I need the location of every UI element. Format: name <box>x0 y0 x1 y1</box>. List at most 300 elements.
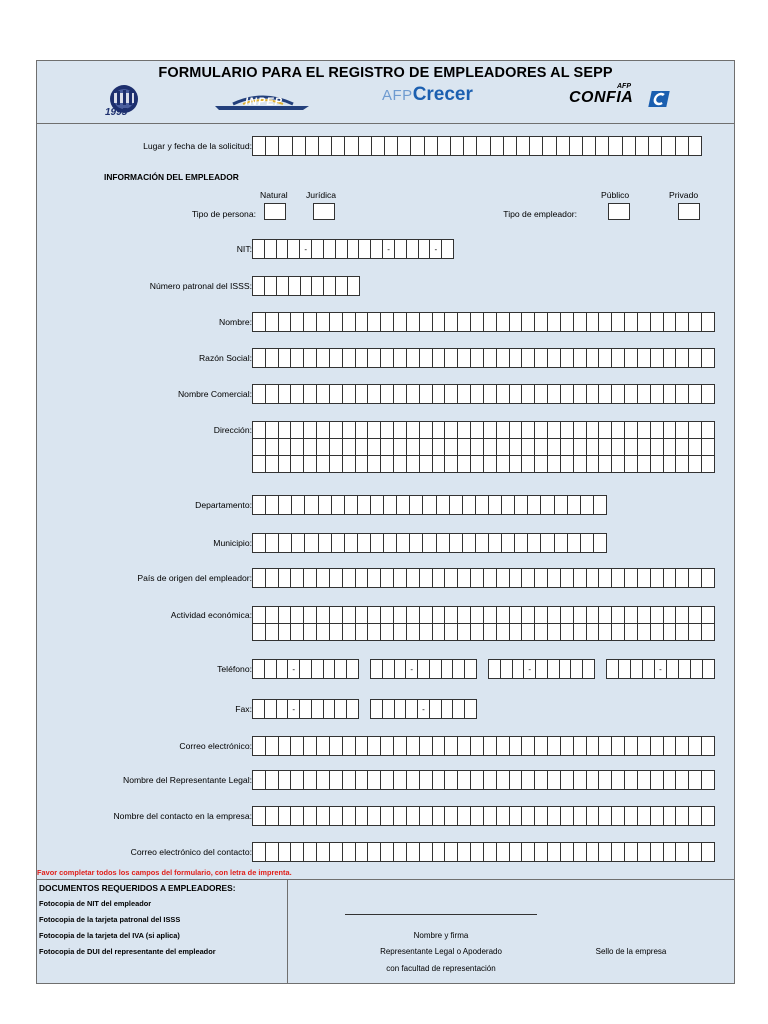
char-cell[interactable] <box>300 700 312 718</box>
char-cell[interactable] <box>471 349 484 367</box>
char-cell[interactable] <box>651 313 664 331</box>
char-cell[interactable] <box>383 700 395 718</box>
dash-cell[interactable]: - <box>383 240 395 258</box>
checkbox-privado[interactable] <box>678 203 700 220</box>
char-cell[interactable] <box>522 422 535 438</box>
char-cell[interactable] <box>317 737 330 755</box>
char-cell[interactable] <box>651 385 664 403</box>
char-cell[interactable] <box>433 439 446 455</box>
char-cell[interactable] <box>291 771 304 789</box>
char-cell[interactable] <box>451 137 464 155</box>
char-cell[interactable] <box>319 137 332 155</box>
char-cell[interactable] <box>253 700 265 718</box>
char-cell[interactable] <box>574 422 587 438</box>
char-cell[interactable] <box>293 137 306 155</box>
char-cell[interactable] <box>356 771 369 789</box>
char-cell[interactable] <box>625 607 638 623</box>
char-cell[interactable] <box>497 569 510 587</box>
char-cell[interactable] <box>277 700 289 718</box>
char-cell[interactable] <box>574 624 587 640</box>
char-cell[interactable] <box>471 569 484 587</box>
char-cell[interactable] <box>583 137 596 155</box>
char-cell[interactable] <box>306 137 319 155</box>
char-cell[interactable] <box>279 439 292 455</box>
input-direccion-line-1[interactable] <box>252 421 715 439</box>
char-cell[interactable] <box>253 240 265 258</box>
char-cell[interactable] <box>528 534 541 552</box>
char-cell[interactable] <box>574 385 587 403</box>
char-cell[interactable] <box>453 700 465 718</box>
dash-cell[interactable]: - <box>288 660 300 678</box>
char-cell[interactable] <box>574 607 587 623</box>
char-cell[interactable] <box>348 240 360 258</box>
char-cell[interactable] <box>433 771 446 789</box>
char-cell[interactable] <box>497 771 510 789</box>
char-cell[interactable] <box>587 807 600 825</box>
char-cell[interactable] <box>548 660 560 678</box>
char-cell[interactable] <box>548 456 561 472</box>
char-cell[interactable] <box>266 534 279 552</box>
char-cell[interactable] <box>625 313 638 331</box>
char-cell[interactable] <box>522 456 535 472</box>
char-cell[interactable] <box>330 313 343 331</box>
char-cell[interactable] <box>336 277 348 295</box>
char-cell[interactable] <box>368 422 381 438</box>
char-cell[interactable] <box>324 700 336 718</box>
char-cell[interactable] <box>510 843 523 861</box>
char-cell[interactable] <box>574 456 587 472</box>
char-cell[interactable] <box>561 624 574 640</box>
dash-cell[interactable]: - <box>430 240 442 258</box>
char-cell[interactable] <box>464 137 477 155</box>
char-cell[interactable] <box>497 385 510 403</box>
char-cell[interactable] <box>266 422 279 438</box>
char-cell[interactable] <box>433 313 446 331</box>
char-cell[interactable] <box>599 422 612 438</box>
char-cell[interactable] <box>317 624 330 640</box>
char-cell[interactable] <box>317 607 330 623</box>
char-cell[interactable] <box>638 439 651 455</box>
char-cell[interactable] <box>253 807 266 825</box>
char-cell[interactable] <box>587 607 600 623</box>
char-cell[interactable] <box>445 456 458 472</box>
char-cell[interactable] <box>266 737 279 755</box>
char-cell[interactable] <box>458 313 471 331</box>
char-cell[interactable] <box>587 771 600 789</box>
char-cell[interactable] <box>638 607 651 623</box>
char-cell[interactable] <box>702 456 714 472</box>
char-cell[interactable] <box>384 534 397 552</box>
char-cell[interactable] <box>599 456 612 472</box>
char-cell[interactable] <box>651 607 664 623</box>
input-direccion-line-2[interactable] <box>252 438 715 456</box>
char-cell[interactable] <box>292 496 305 514</box>
char-cell[interactable] <box>612 771 625 789</box>
char-cell[interactable] <box>619 660 631 678</box>
char-cell[interactable] <box>266 496 279 514</box>
char-cell[interactable] <box>612 313 625 331</box>
char-cell[interactable] <box>438 137 451 155</box>
char-cell[interactable] <box>291 807 304 825</box>
char-cell[interactable] <box>664 422 677 438</box>
char-cell[interactable] <box>612 624 625 640</box>
char-cell[interactable] <box>420 807 433 825</box>
char-cell[interactable] <box>689 807 702 825</box>
char-cell[interactable] <box>330 807 343 825</box>
char-cell[interactable] <box>381 624 394 640</box>
char-cell[interactable] <box>394 843 407 861</box>
char-cell[interactable] <box>612 807 625 825</box>
char-cell[interactable] <box>253 660 265 678</box>
char-cell[interactable] <box>612 607 625 623</box>
char-cell[interactable] <box>343 439 356 455</box>
char-cell[interactable] <box>266 349 279 367</box>
char-cell[interactable] <box>702 624 714 640</box>
char-cell[interactable] <box>368 771 381 789</box>
char-cell[interactable] <box>574 771 587 789</box>
char-cell[interactable] <box>510 385 523 403</box>
char-cell[interactable] <box>497 313 510 331</box>
char-cell[interactable] <box>394 771 407 789</box>
input-telefono-1[interactable] <box>252 659 359 679</box>
char-cell[interactable] <box>599 624 612 640</box>
char-cell[interactable] <box>292 534 305 552</box>
char-cell[interactable] <box>345 496 358 514</box>
char-cell[interactable] <box>330 569 343 587</box>
char-cell[interactable] <box>300 660 312 678</box>
char-cell[interactable] <box>510 771 523 789</box>
char-cell[interactable] <box>277 277 289 295</box>
char-cell[interactable] <box>484 807 497 825</box>
char-cell[interactable] <box>381 439 394 455</box>
char-cell[interactable] <box>445 607 458 623</box>
char-cell[interactable] <box>312 277 324 295</box>
char-cell[interactable] <box>453 660 465 678</box>
char-cell[interactable] <box>407 737 420 755</box>
char-cell[interactable] <box>458 385 471 403</box>
char-cell[interactable] <box>676 137 689 155</box>
char-cell[interactable] <box>397 534 410 552</box>
char-cell[interactable] <box>304 349 317 367</box>
char-cell[interactable] <box>330 385 343 403</box>
char-cell[interactable] <box>304 422 317 438</box>
char-cell[interactable] <box>676 843 689 861</box>
char-cell[interactable] <box>702 439 714 455</box>
char-cell[interactable] <box>664 807 677 825</box>
checkbox-publico[interactable] <box>608 203 630 220</box>
char-cell[interactable] <box>343 771 356 789</box>
char-cell[interactable] <box>433 569 446 587</box>
char-cell[interactable] <box>664 624 677 640</box>
input-telefono-2[interactable] <box>370 659 477 679</box>
char-cell[interactable] <box>638 456 651 472</box>
char-cell[interactable] <box>371 240 383 258</box>
char-cell[interactable] <box>612 843 625 861</box>
char-cell[interactable] <box>458 807 471 825</box>
checkbox-juridica[interactable] <box>313 203 335 220</box>
char-cell[interactable] <box>548 843 561 861</box>
char-cell[interactable] <box>356 422 369 438</box>
char-cell[interactable] <box>253 534 266 552</box>
char-cell[interactable] <box>289 277 301 295</box>
char-cell[interactable] <box>664 737 677 755</box>
char-cell[interactable] <box>587 843 600 861</box>
char-cell[interactable] <box>394 422 407 438</box>
char-cell[interactable] <box>548 569 561 587</box>
char-cell[interactable] <box>279 313 292 331</box>
char-cell[interactable] <box>471 771 484 789</box>
char-cell[interactable] <box>418 660 430 678</box>
char-cell[interactable] <box>502 496 515 514</box>
char-cell[interactable] <box>356 349 369 367</box>
char-cell[interactable] <box>535 843 548 861</box>
char-cell[interactable] <box>317 843 330 861</box>
char-cell[interactable] <box>407 607 420 623</box>
char-cell[interactable] <box>312 240 324 258</box>
char-cell[interactable] <box>381 569 394 587</box>
char-cell[interactable] <box>305 534 318 552</box>
char-cell[interactable] <box>548 624 561 640</box>
char-cell[interactable] <box>599 843 612 861</box>
char-cell[interactable] <box>612 439 625 455</box>
char-cell[interactable] <box>330 456 343 472</box>
char-cell[interactable] <box>587 569 600 587</box>
char-cell[interactable] <box>356 624 369 640</box>
char-cell[interactable] <box>394 737 407 755</box>
char-cell[interactable] <box>702 569 714 587</box>
char-cell[interactable] <box>420 422 433 438</box>
char-cell[interactable] <box>317 349 330 367</box>
char-cell[interactable] <box>463 534 476 552</box>
char-cell[interactable] <box>442 700 454 718</box>
char-cell[interactable] <box>425 137 438 155</box>
char-cell[interactable] <box>484 771 497 789</box>
char-cell[interactable] <box>497 456 510 472</box>
char-cell[interactable] <box>535 807 548 825</box>
char-cell[interactable] <box>356 807 369 825</box>
char-cell[interactable] <box>561 569 574 587</box>
char-cell[interactable] <box>279 496 292 514</box>
char-cell[interactable] <box>638 569 651 587</box>
char-cell[interactable] <box>625 737 638 755</box>
char-cell[interactable] <box>676 349 689 367</box>
char-cell[interactable] <box>347 700 358 718</box>
input-nit[interactable] <box>252 239 454 259</box>
char-cell[interactable] <box>381 313 394 331</box>
char-cell[interactable] <box>394 385 407 403</box>
char-cell[interactable] <box>343 313 356 331</box>
char-cell[interactable] <box>476 496 489 514</box>
char-cell[interactable] <box>599 771 612 789</box>
char-cell[interactable] <box>266 624 279 640</box>
char-cell[interactable] <box>484 439 497 455</box>
char-cell[interactable] <box>330 349 343 367</box>
char-cell[interactable] <box>368 439 381 455</box>
char-cell[interactable] <box>291 439 304 455</box>
char-cell[interactable] <box>561 843 574 861</box>
char-cell[interactable] <box>612 349 625 367</box>
char-cell[interactable] <box>253 737 266 755</box>
char-cell[interactable] <box>664 607 677 623</box>
input-nombre-comercial[interactable] <box>252 384 715 404</box>
char-cell[interactable] <box>561 313 574 331</box>
char-cell[interactable] <box>574 843 587 861</box>
char-cell[interactable] <box>548 422 561 438</box>
char-cell[interactable] <box>471 422 484 438</box>
char-cell[interactable] <box>664 569 677 587</box>
char-cell[interactable] <box>522 737 535 755</box>
char-cell[interactable] <box>368 607 381 623</box>
char-cell[interactable] <box>522 607 535 623</box>
char-cell[interactable] <box>253 349 266 367</box>
char-cell[interactable] <box>433 422 446 438</box>
char-cell[interactable] <box>510 607 523 623</box>
char-cell[interactable] <box>497 439 510 455</box>
char-cell[interactable] <box>381 422 394 438</box>
char-cell[interactable] <box>702 313 714 331</box>
char-cell[interactable] <box>458 456 471 472</box>
char-cell[interactable] <box>484 385 497 403</box>
char-cell[interactable] <box>664 313 677 331</box>
char-cell[interactable] <box>356 843 369 861</box>
char-cell[interactable] <box>279 569 292 587</box>
char-cell[interactable] <box>291 737 304 755</box>
char-cell[interactable] <box>372 137 385 155</box>
char-cell[interactable] <box>561 607 574 623</box>
char-cell[interactable] <box>638 349 651 367</box>
char-cell[interactable] <box>356 439 369 455</box>
char-cell[interactable] <box>279 807 292 825</box>
char-cell[interactable] <box>356 385 369 403</box>
char-cell[interactable] <box>445 624 458 640</box>
char-cell[interactable] <box>266 137 279 155</box>
char-cell[interactable] <box>594 496 606 514</box>
char-cell[interactable] <box>407 456 420 472</box>
char-cell[interactable] <box>662 137 675 155</box>
char-cell[interactable] <box>253 422 266 438</box>
char-cell[interactable] <box>330 737 343 755</box>
char-cell[interactable] <box>291 607 304 623</box>
char-cell[interactable] <box>561 422 574 438</box>
char-cell[interactable] <box>528 496 541 514</box>
char-cell[interactable] <box>433 737 446 755</box>
char-cell[interactable] <box>702 771 714 789</box>
char-cell[interactable] <box>253 277 265 295</box>
char-cell[interactable] <box>561 439 574 455</box>
char-cell[interactable] <box>445 385 458 403</box>
char-cell[interactable] <box>430 700 442 718</box>
char-cell[interactable] <box>535 385 548 403</box>
input-correo-contacto[interactable] <box>252 842 715 862</box>
char-cell[interactable] <box>445 349 458 367</box>
char-cell[interactable] <box>522 385 535 403</box>
char-cell[interactable] <box>541 534 554 552</box>
char-cell[interactable] <box>502 534 515 552</box>
char-cell[interactable] <box>522 439 535 455</box>
char-cell[interactable] <box>664 349 677 367</box>
char-cell[interactable] <box>609 137 622 155</box>
char-cell[interactable] <box>625 569 638 587</box>
char-cell[interactable] <box>279 349 292 367</box>
char-cell[interactable] <box>265 700 277 718</box>
char-cell[interactable] <box>420 843 433 861</box>
char-cell[interactable] <box>649 137 662 155</box>
char-cell[interactable] <box>385 137 398 155</box>
char-cell[interactable] <box>330 771 343 789</box>
char-cell[interactable] <box>638 737 651 755</box>
char-cell[interactable] <box>423 496 436 514</box>
char-cell[interactable] <box>330 422 343 438</box>
char-cell[interactable] <box>368 807 381 825</box>
char-cell[interactable] <box>420 569 433 587</box>
char-cell[interactable] <box>420 771 433 789</box>
char-cell[interactable] <box>510 349 523 367</box>
char-cell[interactable] <box>612 422 625 438</box>
char-cell[interactable] <box>702 349 714 367</box>
char-cell[interactable] <box>394 349 407 367</box>
char-cell[interactable] <box>291 385 304 403</box>
char-cell[interactable] <box>510 456 523 472</box>
input-razon-social[interactable] <box>252 348 715 368</box>
char-cell[interactable] <box>445 422 458 438</box>
char-cell[interactable] <box>643 660 655 678</box>
char-cell[interactable] <box>445 439 458 455</box>
char-cell[interactable] <box>279 771 292 789</box>
char-cell[interactable] <box>319 534 332 552</box>
char-cell[interactable] <box>394 607 407 623</box>
input-fax-1[interactable] <box>252 699 359 719</box>
char-cell[interactable] <box>304 313 317 331</box>
char-cell[interactable] <box>317 771 330 789</box>
char-cell[interactable] <box>702 807 714 825</box>
char-cell[interactable] <box>631 660 643 678</box>
char-cell[interactable] <box>702 737 714 755</box>
char-cell[interactable] <box>317 456 330 472</box>
char-cell[interactable] <box>312 660 324 678</box>
char-cell[interactable] <box>543 137 556 155</box>
char-cell[interactable] <box>583 660 594 678</box>
char-cell[interactable] <box>343 807 356 825</box>
char-cell[interactable] <box>279 737 292 755</box>
dash-cell[interactable]: - <box>300 240 312 258</box>
char-cell[interactable] <box>510 807 523 825</box>
char-cell[interactable] <box>587 439 600 455</box>
char-cell[interactable] <box>522 313 535 331</box>
char-cell[interactable] <box>253 771 266 789</box>
char-cell[interactable] <box>253 456 266 472</box>
char-cell[interactable] <box>535 456 548 472</box>
char-cell[interactable] <box>676 313 689 331</box>
char-cell[interactable] <box>581 496 594 514</box>
char-cell[interactable] <box>371 700 383 718</box>
char-cell[interactable] <box>599 385 612 403</box>
char-cell[interactable] <box>667 660 679 678</box>
char-cell[interactable] <box>497 422 510 438</box>
char-cell[interactable] <box>484 607 497 623</box>
char-cell[interactable] <box>445 737 458 755</box>
char-cell[interactable] <box>253 385 266 403</box>
char-cell[interactable] <box>612 737 625 755</box>
char-cell[interactable] <box>356 456 369 472</box>
char-cell[interactable] <box>477 137 490 155</box>
char-cell[interactable] <box>491 137 504 155</box>
char-cell[interactable] <box>522 843 535 861</box>
char-cell[interactable] <box>266 456 279 472</box>
char-cell[interactable] <box>484 456 497 472</box>
char-cell[interactable] <box>291 624 304 640</box>
char-cell[interactable] <box>358 496 371 514</box>
char-cell[interactable] <box>394 569 407 587</box>
